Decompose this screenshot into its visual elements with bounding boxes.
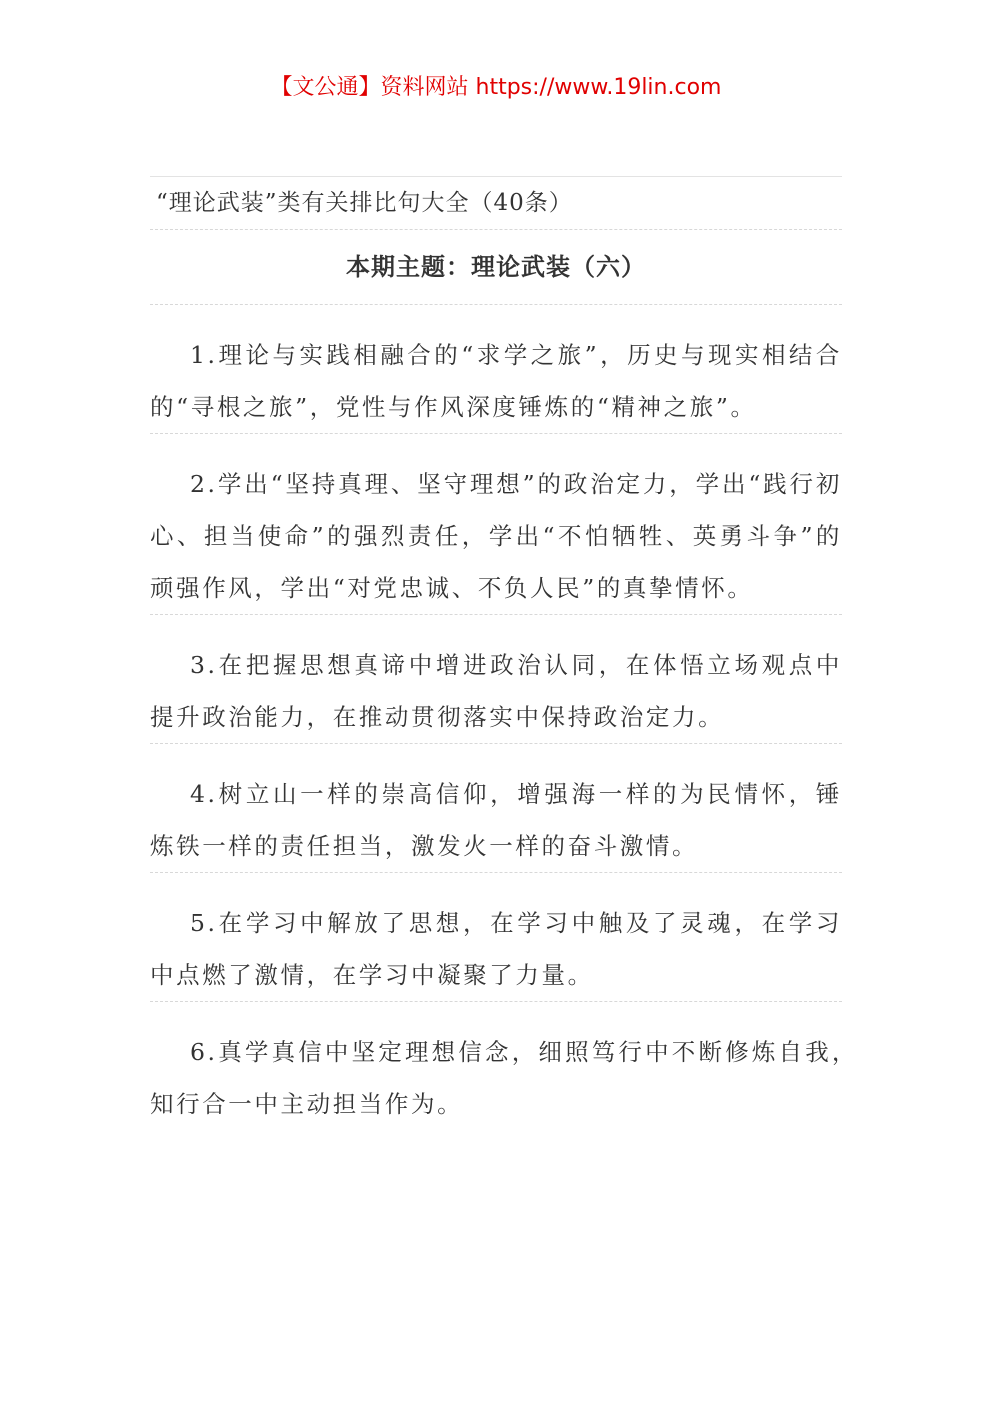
list-item: 2.学出“坚持真理、坚守理想”的政治定力，学出“践行初心、担当使命”的强烈责任，学出“不怕牺牲、英勇斗争”的顽强作风，学出“对党忠诚、不负人民”的真挚情怀。 <box>150 470 842 602</box>
list-item: 5.在学习中解放了思想，在学习中触及了灵魂，在学习中点燃了激情，在学习中凝聚了力量。 <box>150 909 842 989</box>
document-body <box>150 176 858 1130</box>
list-item: 6.真学真信中坚定理想信念，细照笃行中不断修炼自我，知行合一中主动担当作为。 <box>150 1038 858 1118</box>
document-title: “理论武装”类有关排比句大全（40条） <box>156 190 573 216</box>
list-item: 4.树立山一样的崇高信仰，增强海一样的为民情怀，锤炼铁一样的责任担当，激发火一样的奋斗激情。 <box>150 780 842 860</box>
list-item: 3.在把握思想真谛中增进政治认同，在体悟立场观点中提升政治能力，在推动贯彻落实中保持政治定力。 <box>150 651 842 731</box>
theme-heading: 本期主题：理论武装（六） <box>346 252 646 281</box>
site-banner: 【文公通】资料网站 https://www.19lin.com <box>270 75 722 100</box>
list-item: 1.理论与实践相融合的“求学之旅”，历史与现实相结合的“寻根之旅”，党性与作风深度锤炼的“精神之旅”。 <box>150 341 842 421</box>
